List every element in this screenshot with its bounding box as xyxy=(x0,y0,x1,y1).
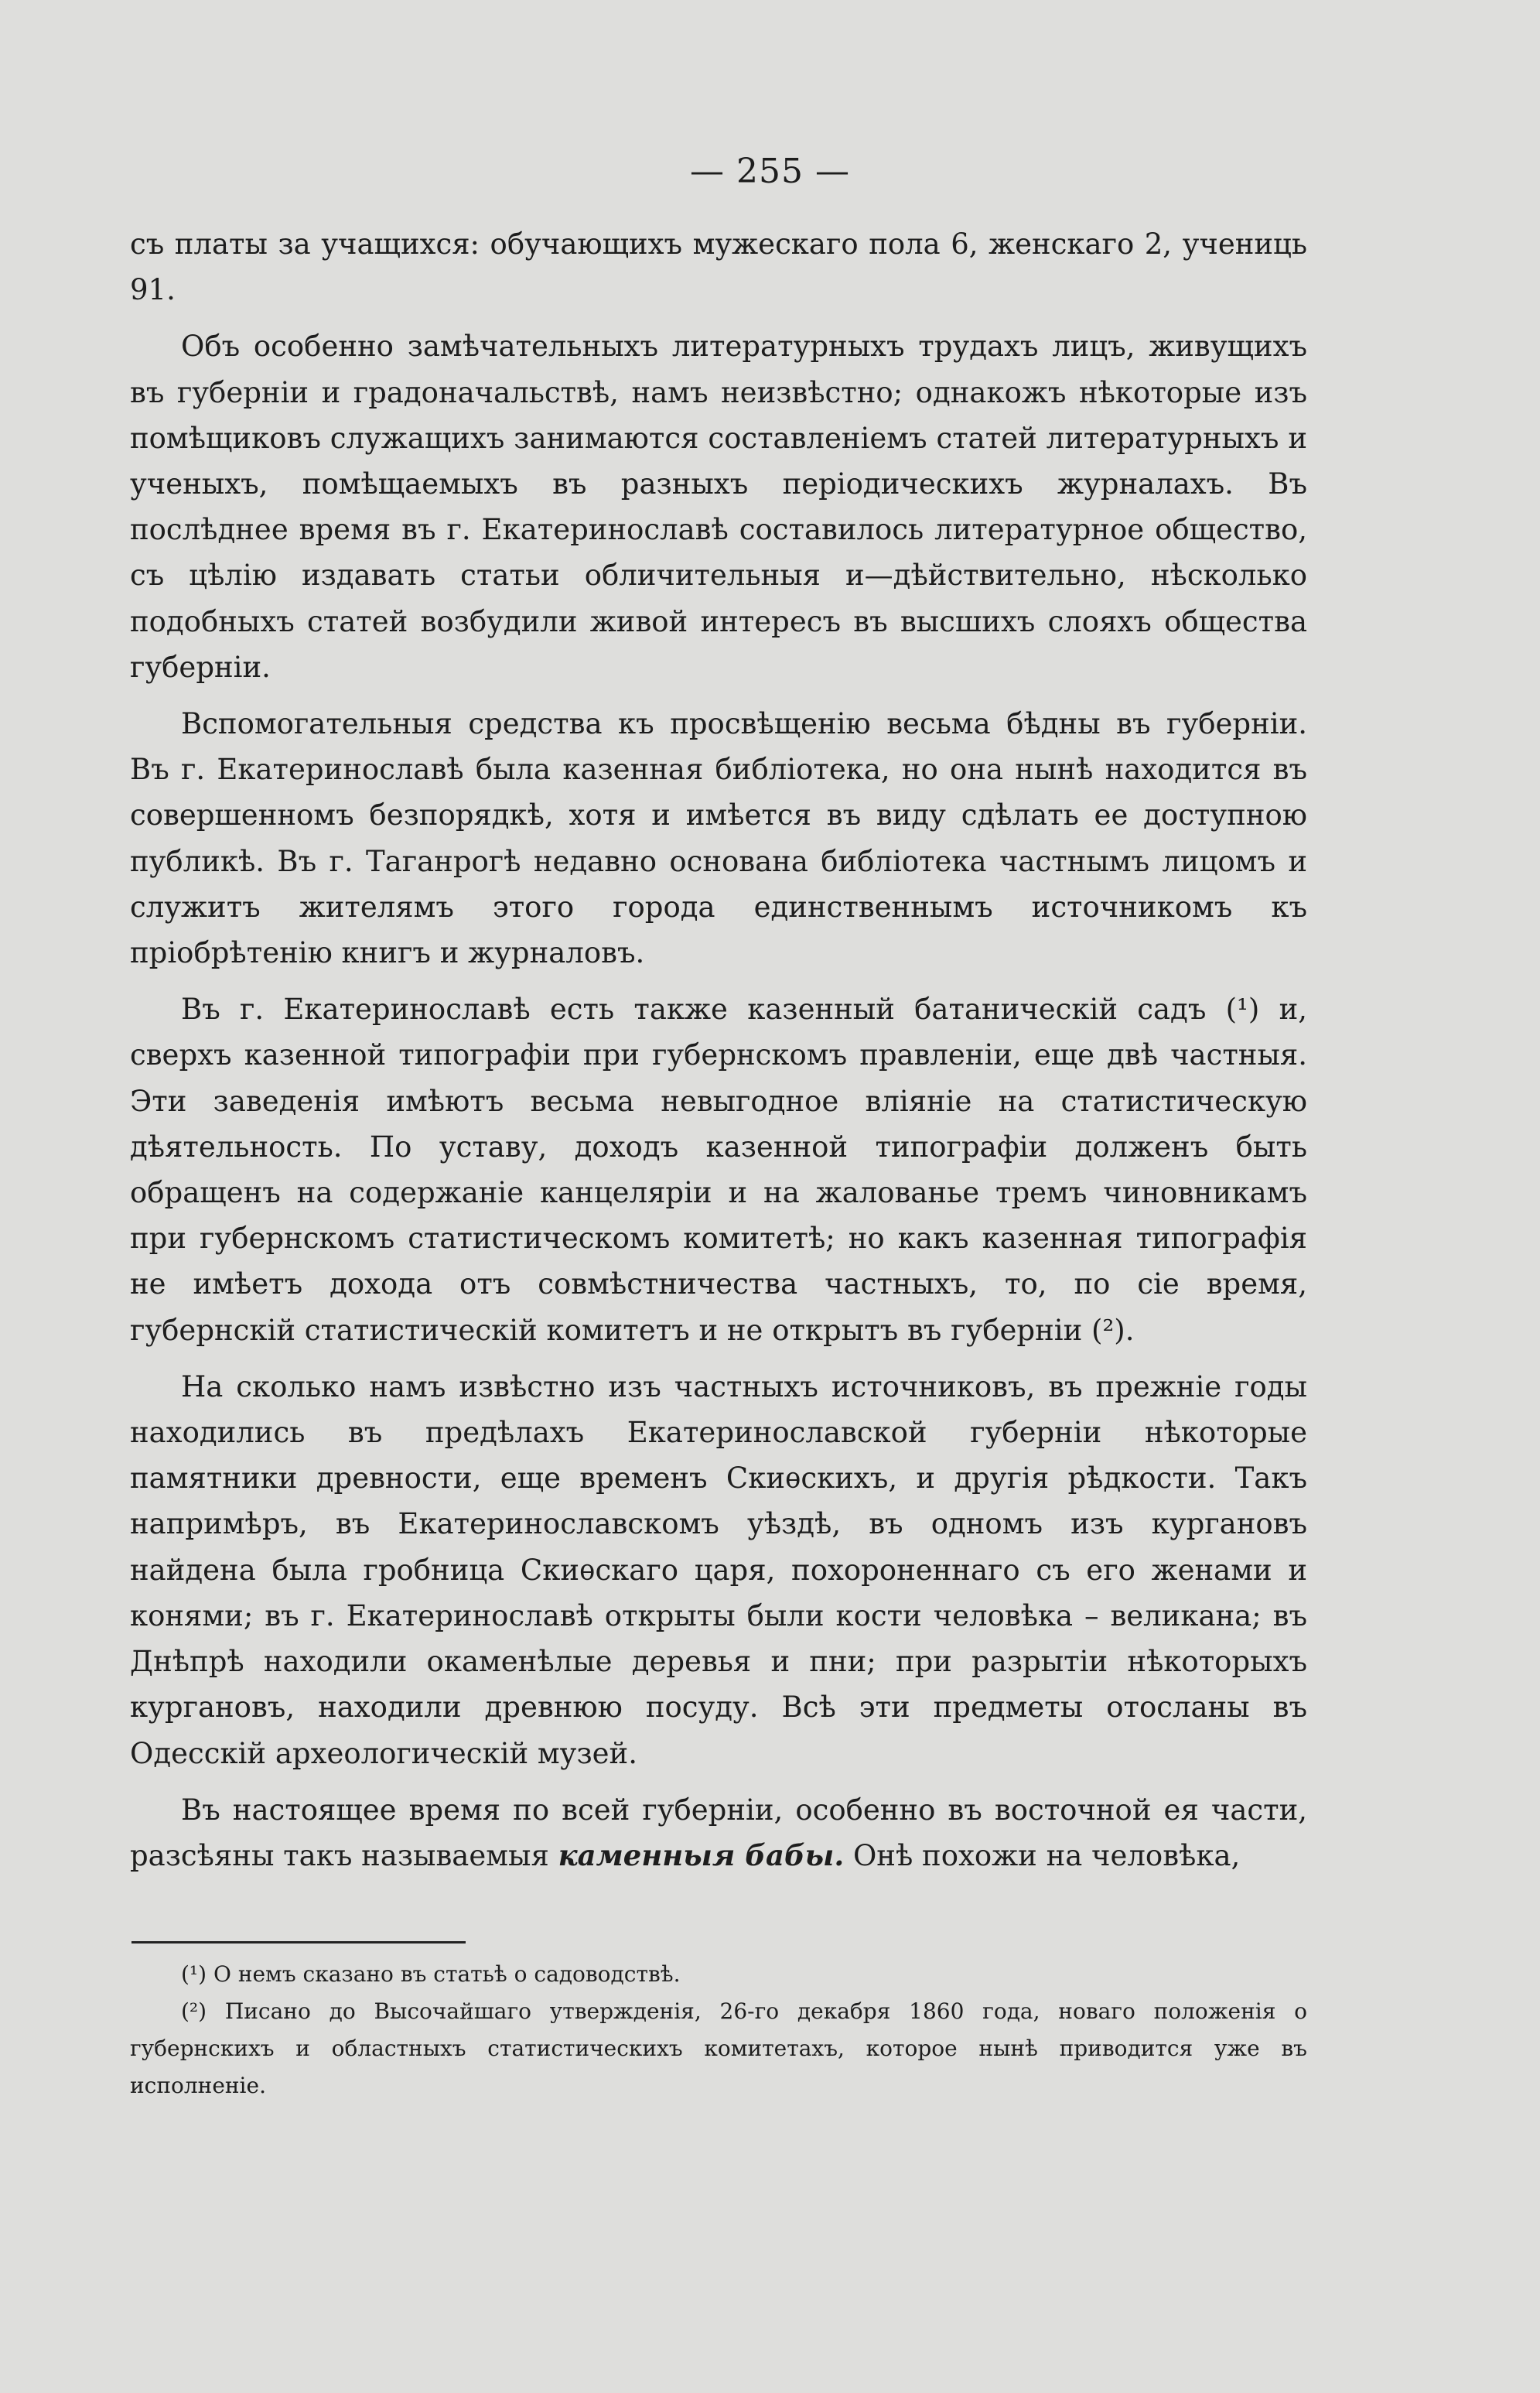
paragraph-5: На сколько намъ извѣстно изъ частныхъ источниковъ, въ прежніе годы находились въ предѣлахъ Екатеринославской губерніи нѣкоторые памятники древности, еще временъ Скиѳскихъ, и другія рѣдкости. Такъ напримѣръ, въ Екатеринославскомъ уѣздѣ, въ одномъ изъ кургановъ найдена была гробница Скиѳскаго царя, похороненнаго съ его женами и конями; въ г. Екатеринославѣ открыты были кости человѣка – великана; въ Днѣпрѣ находили окаменѣлые деревья и пни; при разрытіи нѣкоторыхъ кургановъ, находили древнюю посуду. Всѣ эти предметы отосланы въ Одесскій археологическій музей. xyxy=(130,1369,1307,1770)
paragraph-6 xyxy=(130,1787,1307,1879)
paragraph-2: Объ особенно замѣчательныхъ литературныхъ трудахъ лицъ, живущихъ въ губерніи и градоначальствѣ, намъ неизвѣстно; однакожъ нѣкоторые изъ помѣщиковъ служащихъ занимаются составленіемъ статей литературныхъ и ученыхъ, помѣщаемыхъ въ разныхъ періодическихъ журналахъ. Въ послѣднее время въ г. Екатеринославѣ составилось литературное общество, съ цѣлію издавать статьи обличительныя и—дѣйствительно, нѣсколько подобныхъ статей возбудили живой интересъ въ высшихъ слояхъ общества губерніи. xyxy=(130,330,1307,684)
paragraph-1: съ платы за учащихся: обучающихъ мужескаго пола 6, женскаго 2, учениць 91. xyxy=(130,227,1307,307)
footnote-2: (²) Писано до Высочайшаго утвержденія, 26-го декабря 1860 года, новаго положенія о губернскихъ и областныхъ статистическихъ комитетахъ, которое нынѣ приводится уже въ исполненіе. xyxy=(130,1998,1307,2098)
paragraph-4 xyxy=(130,986,1307,1353)
footnotes xyxy=(130,1956,1307,2104)
page-number: — 255 — xyxy=(690,152,850,191)
footnote-mark-2: (²) xyxy=(1091,1313,1125,1347)
footnote-1: (¹) О немъ сказано въ статьѣ о садоводствѣ. xyxy=(181,1961,681,1987)
footnote-divider xyxy=(131,1941,466,1943)
emphasized-term: каменныя бабы. xyxy=(558,1837,845,1872)
paragraph-4-text-c: . xyxy=(1125,1313,1135,1347)
paragraph-6-text-a: Въ настоящее время по всей губерніи, особенно въ восточной ея части, разсѣяны такъ называемыя xyxy=(130,1793,1307,1872)
paragraph-4-text-a: Въ г. Екатеринославѣ есть также казенный батаническій садъ xyxy=(181,993,1226,1027)
footnote-mark-1: (¹) xyxy=(1225,993,1260,1027)
main-text xyxy=(130,221,1307,1879)
paragraph-4-text-b: и, сверхъ казенной типографіи при губернскомъ правленіи, еще двѣ частныя. Эти заведенія имѣютъ весьма невыгодное вліяніе на статистическую дѣятельность. По уставу, доходъ казенной типографіи долженъ быть обращенъ на содержаніе канцеляріи и на жалованье тремъ чиновникамъ при губернскомъ статистическомъ комитетѣ; но какъ казенная типографія не имѣетъ дохода отъ совмѣстничества частныхъ, то, по сіе время, губернскій статистическій комитетъ и не открытъ въ губерніи xyxy=(130,993,1307,1347)
paragraph-3: Вспомогательныя средства къ просвѣщенію весьма бѣдны въ губерніи. Въ г. Екатеринославѣ была казенная библіотека, но она нынѣ находится въ совершенномъ безпорядкѣ, хотя и имѣется въ виду сдѣлать ее доступною публикѣ. Въ г. Таганрогѣ недавно основана библіотека частнымъ лицомъ и служитъ жителямъ этого города единственнымъ источникомъ къ пріобрѣтенію книгъ и журналовъ. xyxy=(130,707,1307,970)
paragraph-6-text-b: Онѣ похожи на человѣка, xyxy=(844,1838,1241,1872)
